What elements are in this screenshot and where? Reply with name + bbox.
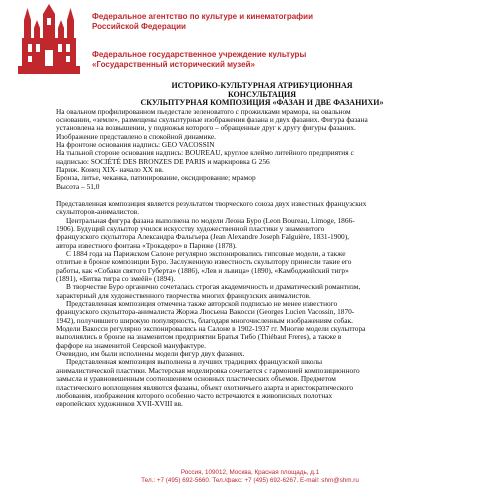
document-title: ИСТОРИКО-КУЛЬТУРНАЯ АТРИБУЦИОННАЯ [171,81,353,90]
paragraph-line: 1942), получившего широкую популярность, благодаря многочисленным изображениям собак. [56,315,353,325]
paragraph-line: выполнялись в бронзе на знаменитом предприятии Братья Тибо (Thiébaut Freres), а также в [56,332,342,342]
letterhead-footer [0,469,500,485]
description-line: Бронза, литье, чеканка, патинирование, оксидирование; мрамор [56,173,256,183]
description-line: надписью: SOCIÉTÉ DES BRONZES DE PARIS и маркировка G 256 [56,156,270,166]
description-line: Париж. Конец XIX- начало XX вв. [56,164,164,174]
description-line: установлена на возвышении, у подножья которого – обращенные друг к другу фигуры фазаних. [56,123,356,133]
paragraph-line: автора известного фонтана «Трокадеро» в Париже (1878). [56,240,237,250]
description-line: На тыльной стороне основания надпись: BOUREAU, круглое клеймо литейного предприятия с [56,148,354,158]
paragraph-line: В творчестве Буро органично сочеталась строгая академичность и драматический романтизм, [66,282,361,292]
paragraph-line: анималистической пластики. Мастерская моделировка сочетается с гармонией композиционного [56,365,360,375]
paragraph-line: Центральная фигура фазана выполнена по модели Леона Буро (Leon Boureau, Limoge, 1866- [66,215,355,225]
object-description [56,108,468,191]
museum-building-logo [16,4,82,76]
paragraph-line: Модели Вакосси регулярно экспонировались на Салоне в 1902-1937 гг. Многие модели скульптора [56,324,366,334]
description-line: основании, «земле», размещены скульптурные изображения фазана и двух фазаних. Фигура фазана [56,114,368,124]
description-line: Высота – 51,0 [56,181,100,191]
agency-line: Российской Федерации [92,22,186,31]
paragraph-line: Представленная композиция выполнена в лучших традициях французской школы [66,357,323,367]
paragraph-line: (1891), «Битва тигра со змеёй» (1894). [56,274,176,284]
attribution-text [56,200,468,409]
paragraph-line: французского скульптора Александра Фальгьера (Jean Alexandre Joseph Falguière, 1831-1900), [56,232,350,242]
museum-line: «Государственный исторический музей» [92,60,255,69]
paragraph-line: европейских художников XVII-XVIII вв. [56,399,183,409]
paragraph-line: отлитые в бронзе композиции Буро. Заслуженную известность скульптору принесли такие его [56,257,352,267]
description-line: На фронтоне основания надпись: GEO VACOSSIN [56,139,215,149]
paragraph-line: характерный для художественного творчества многих французских анималистов. [56,290,311,300]
paragraph-line: Представленная композиция отмечена также авторской подписью не менее известного [66,299,338,309]
agency-line: Федеральное агентство по культуре и кинематографии [92,12,314,21]
footer-address: Россия, 109012, Москва, Красная площадь, д.1 [180,469,320,476]
object-title: СКУЛЬПТУРНАЯ КОМПОЗИЦИЯ «ФАЗАН И ДВЕ ФАЗАНИХИ» [140,98,384,107]
museum-name [92,50,306,70]
museum-line: Федеральное государственное учреждение культуры [92,50,307,59]
agency-name [92,12,313,32]
paragraph-line: 1906). Будущий скульптор учился искусству художественной пластики у знаменитого [56,223,325,233]
paragraph-line: замысла и уравновешенным соотношением основных пластических объемов. Предметом [56,374,336,384]
paragraph-line: работы, как «Собаки святого Губерта» (1886), «Лев и львица» (1890), «Камбоджийский тигр» [56,265,349,275]
paragraph-line: фарфоре на знаменитой Севрской мануфактуре. [56,340,206,350]
footer-contacts: Тел.: +7 (495) 692-5660. Тел./факс: +7 (495) 692-6267. E-mail: shm@shm.ru [141,477,359,484]
consultation-body [56,82,468,409]
paragraph-line: скульпторов-анималистов. [56,207,140,217]
description-line: На овальном профилированном пьедестале зеленоватого с прожилками мрамора, на овальном [56,106,351,116]
paragraph-line: Очевидно, им были исполнены модели фигур двух фазаних. [56,349,245,359]
paragraph-line: любования, изображения которого особенно часто встречаются в живописных полотнах [56,390,333,400]
document-title: КОНСУЛЬТАЦИЯ [227,89,297,99]
letterhead [0,0,500,80]
description-line: Изображение представлено в спокойной динамике. [56,131,216,141]
paragraph-line: С 1884 года на Парижском Салоне регулярно экспонировались гипсовые модели, а также [66,249,346,258]
paragraph-line: Представленная композиция является результатом творческого союза двух известных французских [56,198,367,208]
paragraph-line: французского скульптора-анималиста Жоржа Люсьена Вакосси (Georges Lucien Vacossin, 1870- [56,307,355,317]
paragraph-line: пластического воплощения являются фазаны, объект охотничьего азарта и аристократического [56,382,354,392]
